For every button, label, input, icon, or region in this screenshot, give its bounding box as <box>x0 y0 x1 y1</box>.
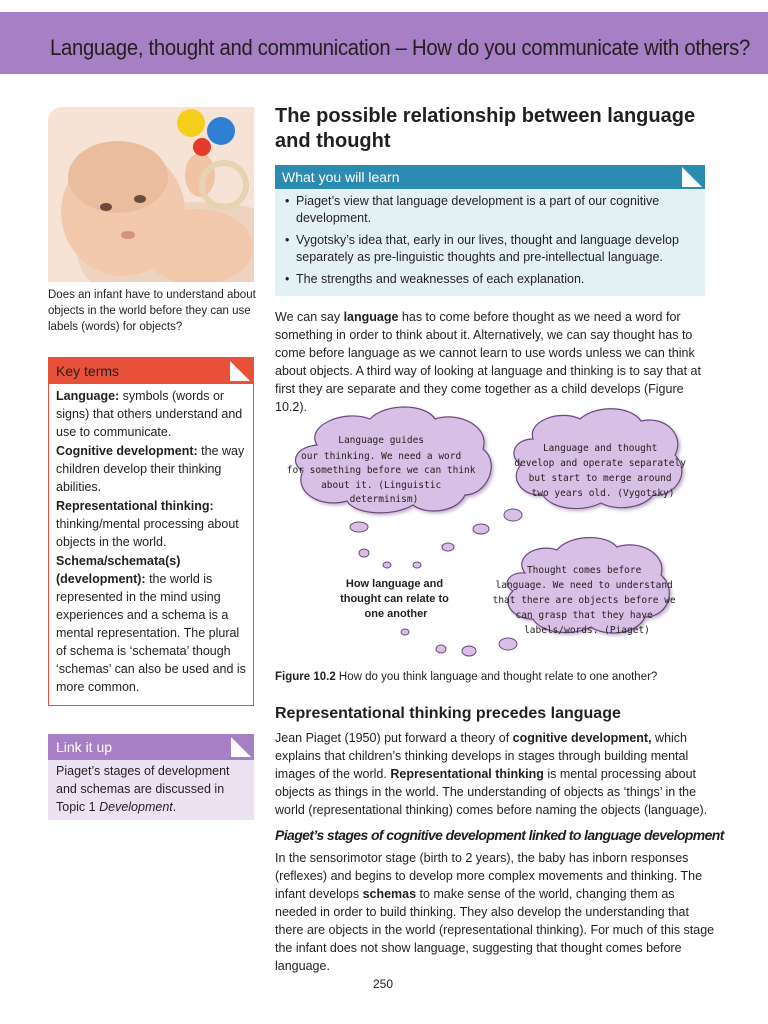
section-paragraph <box>275 729 715 819</box>
link-it-up-box <box>48 734 254 820</box>
key-term-name: Language: <box>56 389 120 403</box>
key-terms-box <box>48 357 254 706</box>
section-keyword: cognitive development, <box>512 731 652 745</box>
photo-caption: Does an infant have to understand about objects in the world before they can use labels (words) for objects? <box>48 289 256 333</box>
topic-reference: Development <box>99 800 173 814</box>
key-term-definition: symbols (words or signs) that others understand and use to communicate. <box>56 389 243 439</box>
link-it-up-text <box>48 760 254 818</box>
key-term-name: Representational thinking: <box>56 499 214 513</box>
diagram-center-label: How language and thought can relate to one another <box>340 578 449 620</box>
section-text: Jean Piaget (1950) put forward a theory of <box>275 731 513 745</box>
key-terms-header <box>49 358 253 384</box>
key-term-item <box>56 497 246 551</box>
link-it-up-text-end: . <box>172 800 177 814</box>
key-terms-list <box>49 384 253 696</box>
corner-fold-icon <box>231 737 251 757</box>
thought-cloud-diagram <box>275 405 715 663</box>
intro-text: has to come before thought as we need a word for something in order to think about it. Alternatively, we can say thought has to come before language as we cannot learn to use words unless we can think about objects. A third way of looking at language and thinking is to say that at first they are separate and they come together as a child develops (Figure 10.2). <box>275 310 701 414</box>
subsection-text: to make sense of the world, changing them as needed in order to build thinking. They also develop the understanding that there are objects in the world (representational thinking). For much of this stage the infant does not show language, suggesting that thought comes before language. <box>275 887 715 973</box>
link-it-up-text-part: Piaget’s stages of development and schemas are discussed in Topic 1 <box>56 764 230 814</box>
learn-heading: What you will learn <box>282 169 400 185</box>
key-term-definition: the way children develop their thinking abilities. <box>56 444 245 494</box>
learn-item: • Piaget’s view that language development is a part of our cognitive development. <box>285 193 695 227</box>
learn-list <box>275 189 705 288</box>
learn-item: • The strengths and weaknesses of each explanation. <box>285 271 695 288</box>
key-term-name: Cognitive development: <box>56 444 198 458</box>
baby-illustration <box>48 107 254 282</box>
intro-text: We can say <box>275 310 344 324</box>
key-term-definition: thinking/mental processing about objects in the world. <box>56 517 239 549</box>
section-heading: Representational thinking precedes language <box>275 705 621 722</box>
key-terms-heading: Key terms <box>56 363 120 379</box>
learn-header <box>275 165 705 189</box>
section-keyword: Representational thinking <box>390 767 544 781</box>
key-term-item <box>56 442 246 496</box>
page-title: The possible relationship between language and thought <box>275 105 696 152</box>
baby-photo <box>48 107 254 282</box>
subsection-heading: Piaget’s stages of cognitive development linked to language development <box>275 827 724 843</box>
figure-label: Figure 10.2 <box>275 671 336 683</box>
cloud-text-piaget: Thought comes before language. We need to understand that there are objects before we can grasp that they have labels/words. (Piaget) <box>492 565 676 636</box>
subsection-keyword: schemas <box>362 887 417 901</box>
intro-keyword: language <box>343 310 399 324</box>
link-it-up-heading: Link it up <box>56 739 113 755</box>
key-term-item <box>56 387 246 441</box>
figure-caption <box>275 671 657 683</box>
subsection-text: In the sensorimotor stage (birth to 2 years), the baby has inborn responses (reflexes) and begins to develop more complex movements and thinking. The infant develops <box>275 851 703 901</box>
cloud-text-vygotsky: Language and thought develop and operate separately but start to merge around two years old. (Vygotsky) <box>514 443 686 499</box>
learn-box <box>275 165 705 296</box>
diagram-svg <box>275 405 715 663</box>
corner-fold-icon <box>230 361 250 381</box>
key-term-definition: the world is represented in the mind using experiences and a schema is a mental representation. The plural of schema is ‘schemata’ though ‘schemas’ can also be used and is more common. <box>56 572 246 694</box>
page-number: 250 <box>373 977 394 991</box>
cloud-text-linguistic: Language guides our thinking. We need a word for something before we can think about it. (Linguistic determinism) <box>286 435 476 505</box>
key-term-name: Schema/schemata(s) (development): <box>56 554 181 586</box>
key-term-item <box>56 552 246 696</box>
section-text: which explains that children’s thinking develops in stages through building mental images of the world. <box>275 731 689 781</box>
figure-caption-text: How do you think language and thought relate to one another? <box>335 671 658 683</box>
link-it-up-header <box>48 734 254 760</box>
section-text: is mental processing about objects as things in the world. The understanding of objects as ‘things’ in the world (representational thinking) comes before naming the objects (language). <box>275 767 708 817</box>
corner-fold-icon <box>682 167 702 187</box>
chapter-header: Language, thought and communication – How do you communicate with others? <box>50 35 750 60</box>
intro-paragraph <box>275 308 715 416</box>
learn-item: • Vygotsky’s idea that, early in our lives, thought and language develop separately as pre-linguistic thoughts and pre-intellectual language. <box>285 232 695 266</box>
subsection-paragraph <box>275 849 715 975</box>
